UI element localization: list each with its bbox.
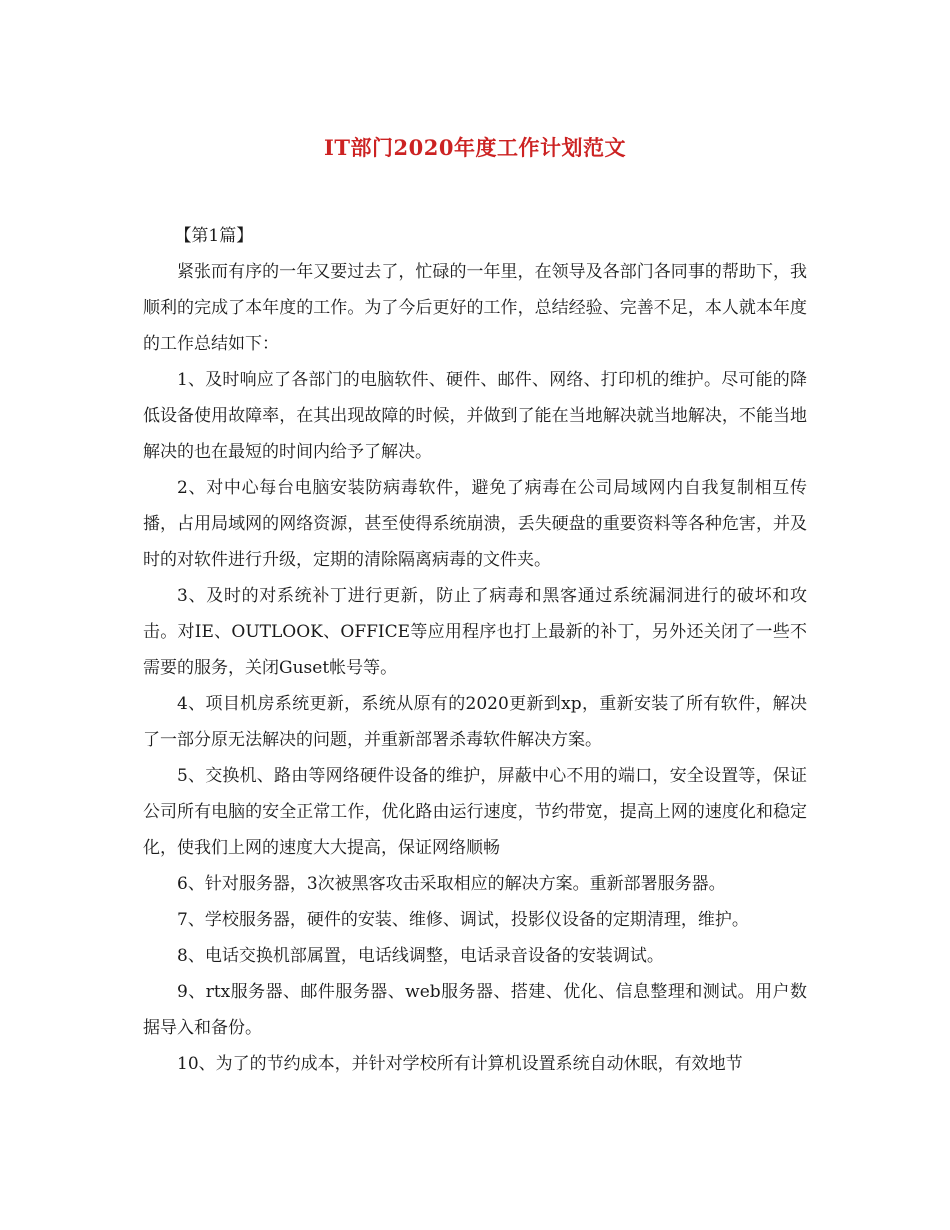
paragraph-item-6: 6、针对服务器，3次被黑客攻击采取相应的解决方案。重新部署服务器。	[177, 874, 726, 894]
paragraph-item-4: 4、项目机房系统更新，系统从原有的2020更新到xp，重新安装了所有软件，解决了一部分原无法解决的问题，并重新部署杀毒软件解决方案。	[143, 694, 807, 750]
paragraph-item-7: 7、学校服务器，硬件的安装、维修、调试，投影仪设备的定期清理，维护。	[177, 910, 749, 930]
paragraph-item-1: 1、及时响应了各部门的电脑软件、硬件、邮件、网络、打印机的维护。尽可能的降低设备使用故障率，在其出现故障的时候，并做到了能在当地解决就当地解决，不能当地解决的也在最短的时间内给予了解决。	[143, 370, 807, 462]
document-body	[143, 218, 807, 1082]
paragraph-item-10: 10、为了的节约成本，并针对学校所有计算机设置系统自动休眠，有效地节	[177, 1054, 743, 1074]
paragraph-item-3: 3、及时的对系统补丁进行更新，防止了病毒和黑客通过系统漏洞进行的破坏和攻击。对IE、OUTLOOK、OFFICE等应用程序也打上最新的补丁，另外还关闭了一些不需要的服务，关闭Guset帐号等。	[143, 586, 807, 678]
paragraph-item-9: 9、rtx服务器、邮件服务器、web服务器、搭建、优化、信息整理和测试。用户数据导入和备份。	[143, 982, 807, 1038]
section-heading: 【第1篇】	[174, 226, 254, 246]
paragraph-intro: 紧张而有序的一年又要过去了，忙碌的一年里，在领导及各部门各同事的帮助下，我顺利的完成了本年度的工作。为了今后更好的工作，总结经验、完善不足，本人就本年度的工作总结如下：	[143, 262, 807, 354]
paragraph-item-8: 8、电话交换机部属置，电话线调整，电话录音设备的安装调试。	[177, 946, 664, 966]
document-title: IT部门2020年度工作计划范文	[324, 135, 626, 160]
paragraph-item-2: 2、对中心每台电脑安装防病毒软件，避免了病毒在公司局域网内自我复制相互传播，占用局域网的网络资源，甚至使得系统崩溃，丢失硬盘的重要资料等各种危害，并及时的对软件进行升级，定期的清除隔离病毒的文件夹。	[143, 478, 807, 570]
paragraph-item-5: 5、交换机、路由等网络硬件设备的维护，屏蔽中心不用的端口，安全设置等，保证公司所有电脑的安全正常工作，优化路由运行速度，节约带宽，提高上网的速度化和稳定化，使我们上网的速度大大提高，保证网络顺畅	[143, 766, 807, 858]
